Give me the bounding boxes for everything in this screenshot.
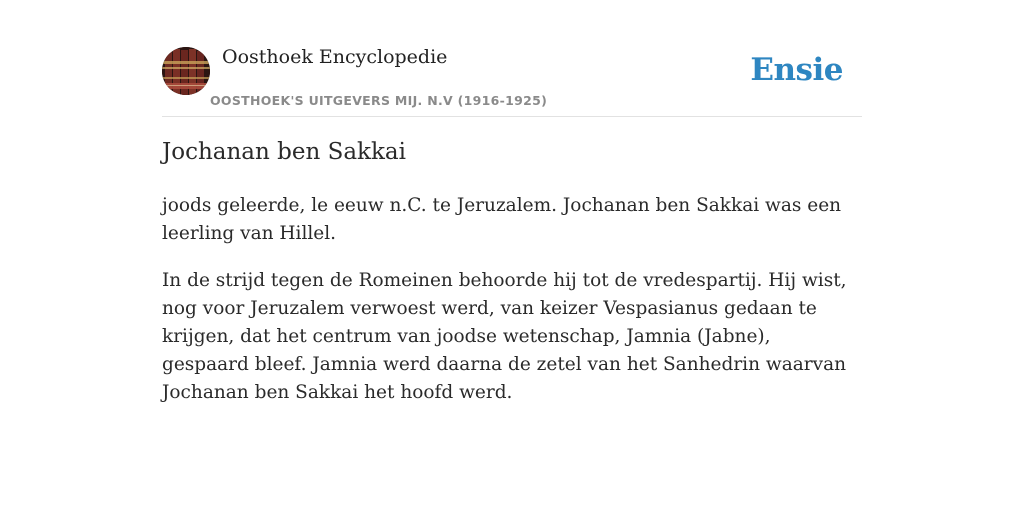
article-title: Jochanan ben Sakkai — [162, 139, 406, 165]
source-avatar[interactable] — [162, 47, 210, 95]
brand-logo[interactable]: Ensie — [750, 52, 843, 88]
article-body — [162, 192, 862, 426]
encyclopedia-books-icon — [162, 47, 210, 95]
source-title[interactable]: Oosthoek Encyclopedie — [222, 46, 448, 68]
source-subtitle: OOSTHOEK'S UITGEVERS MIJ. N.V (1916-1925) — [210, 93, 548, 108]
article-paragraph: In de strijd tegen de Romeinen behoorde hij tot de vredespartij. Hij wist, nog voor Jeruzalem verwoest werd, van keizer Vespasianus gedaan te krijgen, dat het centrum van joodse wetenschap, Jamnia (Jabne), gespaard bleef. Jamnia werd daarna de zetel van het Sanhedrin waarvan Jochanan ben Sakkai het hoofd werd. — [162, 270, 847, 403]
source-header — [162, 44, 862, 117]
article-paragraph: joods geleerde, le eeuw n.C. te Jeruzalem. Jochanan ben Sakkai was een leerling van Hillel. — [162, 195, 842, 244]
